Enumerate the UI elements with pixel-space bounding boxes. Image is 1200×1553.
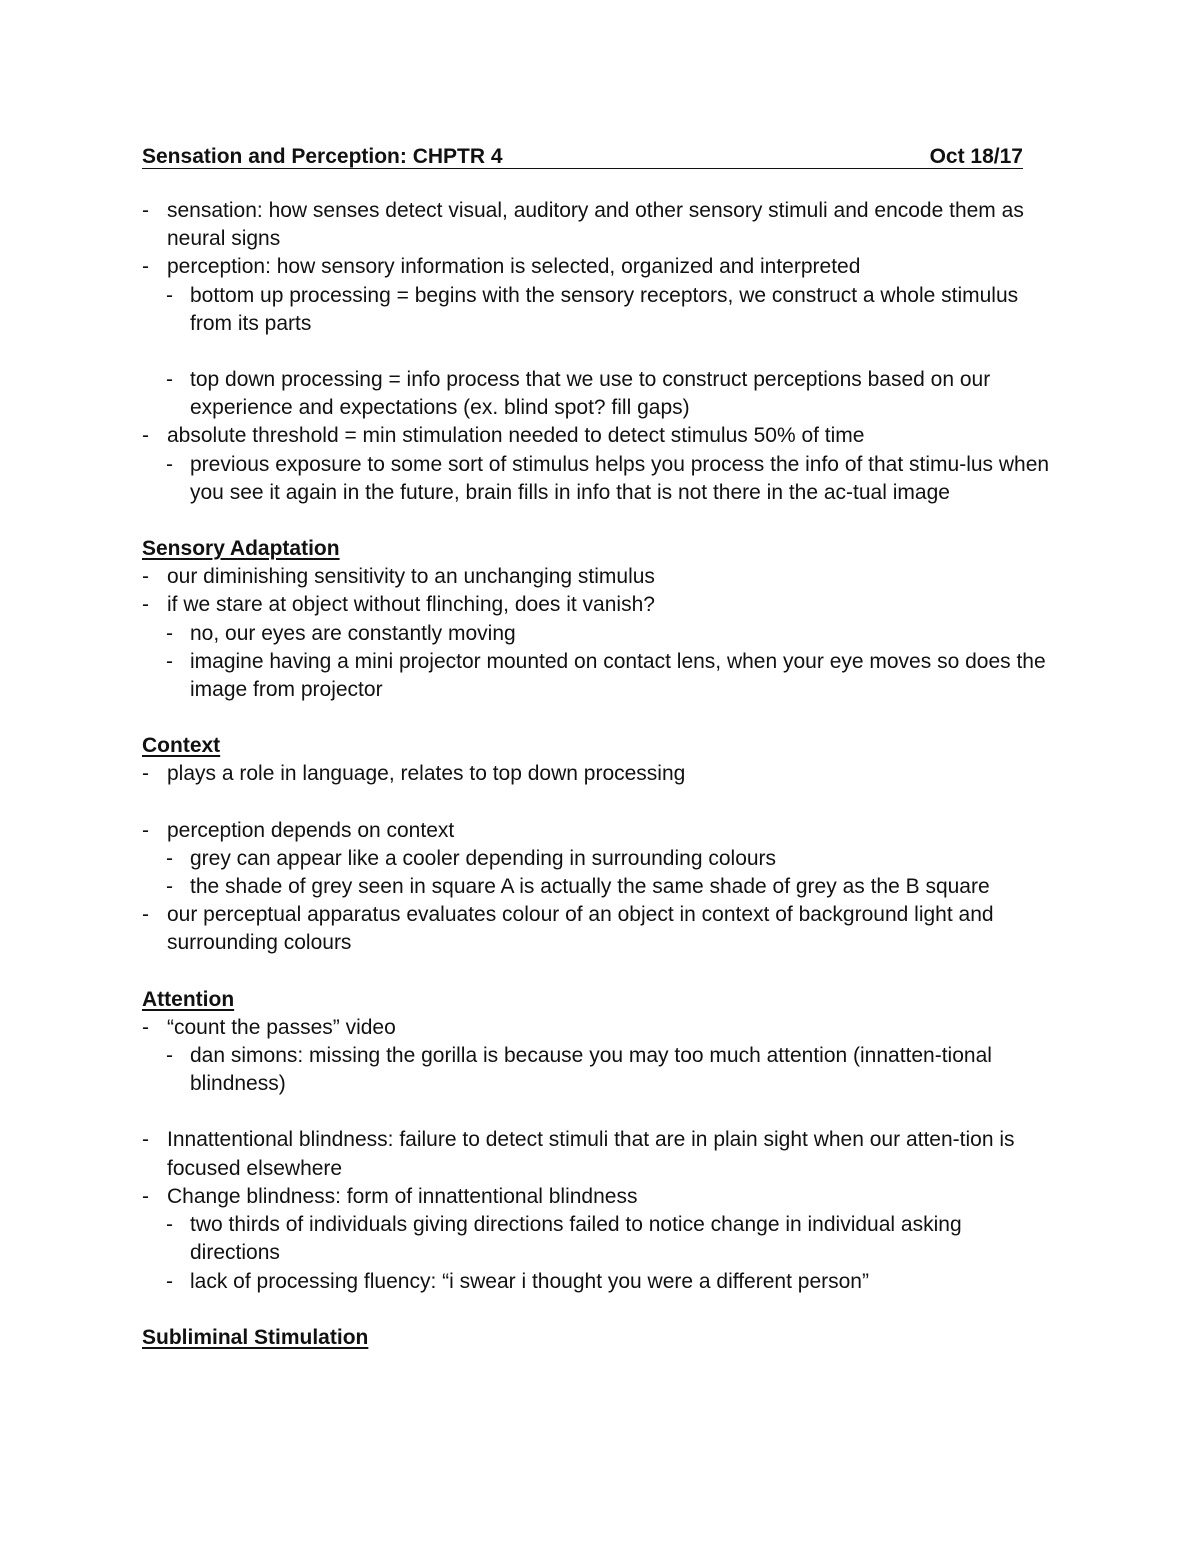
note-text: “count the passes” video	[167, 1015, 396, 1039]
bullet-dash: -	[166, 846, 173, 870]
note-text: our perceptual apparatus evaluates colour of an object in context of background light and surrounding colours	[167, 903, 994, 955]
note-text: Change blindness: form of innattentional blindness	[167, 1184, 638, 1208]
bullet-dash: -	[166, 368, 173, 392]
bullet-dash: -	[142, 1128, 149, 1152]
note-subitem	[142, 873, 1057, 901]
note-text: dan simons: missing the gorilla is because you may too much attention (innatten-tional blindness)	[190, 1044, 992, 1096]
bullet-dash: -	[142, 903, 149, 927]
note-subitem-top-down	[142, 366, 1057, 422]
bullet-dash: -	[166, 452, 173, 476]
bullet-dash: -	[142, 255, 149, 279]
note-text: previous exposure to some sort of stimulus helps you process the info of that stimu-lus when you see it again in the future, brain fills in info that is not there in the ac-tual image	[190, 452, 1050, 504]
bullet-dash: -	[142, 593, 149, 617]
bullet-dash: -	[142, 565, 149, 589]
bullet-dash: -	[166, 1269, 173, 1293]
note-text: top down processing = info process that we use to construct perceptions based on our experience and expectations (ex. blind spot? fill gaps)	[190, 368, 991, 420]
note-text: absolute threshold = min stimulation needed to detect stimulus 50% of time	[167, 424, 865, 448]
note-text: grey can appear like a cooler depending in surrounding colours	[190, 846, 777, 870]
note-text: two thirds of individuals giving directions failed to notice change in individual asking directions	[190, 1213, 962, 1265]
note-subitem	[142, 1268, 1057, 1296]
note-item	[142, 1014, 1057, 1042]
section-heading-sensory-adaptation: Sensory Adaptation	[142, 537, 340, 561]
note-item	[142, 591, 1057, 619]
document-title: Sensation and Perception: CHPTR 4	[142, 145, 503, 168]
bullet-dash: -	[142, 199, 149, 222]
spacer	[142, 1098, 1062, 1126]
note-text: perception depends on context	[167, 818, 455, 842]
note-item	[142, 760, 1057, 788]
note-text: bottom up processing = begins with the sensory receptors, we construct a whole stimulus from its parts	[190, 283, 1019, 335]
note-text: the shade of grey seen in square A is actually the same shade of grey as the B square	[190, 875, 990, 899]
note-subitem	[142, 648, 1057, 704]
note-text: perception: how sensory information is selected, organized and interpreted	[167, 255, 861, 279]
note-item-sensation	[142, 197, 1057, 253]
note-subitem-bottom-up	[142, 282, 1057, 338]
note-item	[142, 901, 1057, 957]
section-heading-subliminal-stimulation: Subliminal Stimulation	[142, 1325, 369, 1349]
bullet-dash: -	[166, 649, 173, 673]
spacer	[142, 789, 1062, 817]
note-item-absolute-threshold	[142, 422, 1057, 450]
note-subitem-previous-exposure	[142, 451, 1057, 507]
note-text: plays a role in language, relates to top down processing	[167, 762, 686, 786]
document-header	[142, 140, 1023, 169]
bullet-dash: -	[142, 818, 149, 842]
note-text: Innattentional blindness: failure to detect stimuli that are in plain sight when our atten-tion is focused elsewhere	[167, 1128, 1015, 1180]
note-text: lack of processing fluency: “i swear i thought you were a different person”	[190, 1269, 869, 1293]
bullet-dash: -	[166, 875, 173, 899]
note-subitem	[142, 1042, 1057, 1098]
note-subitem	[142, 845, 1057, 873]
note-subitem	[142, 1211, 1057, 1267]
note-item	[142, 1126, 1057, 1182]
bullet-dash: -	[166, 1213, 173, 1237]
note-text: no, our eyes are constantly moving	[190, 621, 516, 645]
spacer	[142, 338, 1062, 366]
bullet-dash: -	[166, 283, 173, 307]
note-item	[142, 563, 1057, 591]
document-date: Oct 18/17	[929, 145, 1023, 168]
section-heading-context: Context	[142, 734, 221, 758]
note-text: our diminishing sensitivity to an unchanging stimulus	[167, 565, 655, 589]
document-page	[142, 140, 1062, 1352]
bullet-dash: -	[142, 1184, 149, 1208]
bullet-dash: -	[142, 762, 149, 786]
note-item	[142, 1183, 1057, 1211]
note-text: sensation: how senses detect visual, auditory and other sensory stimuli and encode them as neural signs	[167, 199, 1024, 251]
note-item	[142, 817, 1057, 845]
bullet-dash: -	[142, 1015, 149, 1039]
section-heading-attention: Attention	[142, 987, 235, 1011]
note-subitem	[142, 620, 1057, 648]
note-text: if we stare at object without flinching, does it vanish?	[167, 593, 655, 617]
bullet-dash: -	[142, 424, 149, 448]
note-item-perception	[142, 253, 1057, 281]
note-text: imagine having a mini projector mounted on contact lens, when your eye moves so does the image from projector	[190, 649, 1046, 702]
bullet-dash: -	[166, 621, 173, 645]
bullet-dash: -	[166, 1044, 173, 1068]
